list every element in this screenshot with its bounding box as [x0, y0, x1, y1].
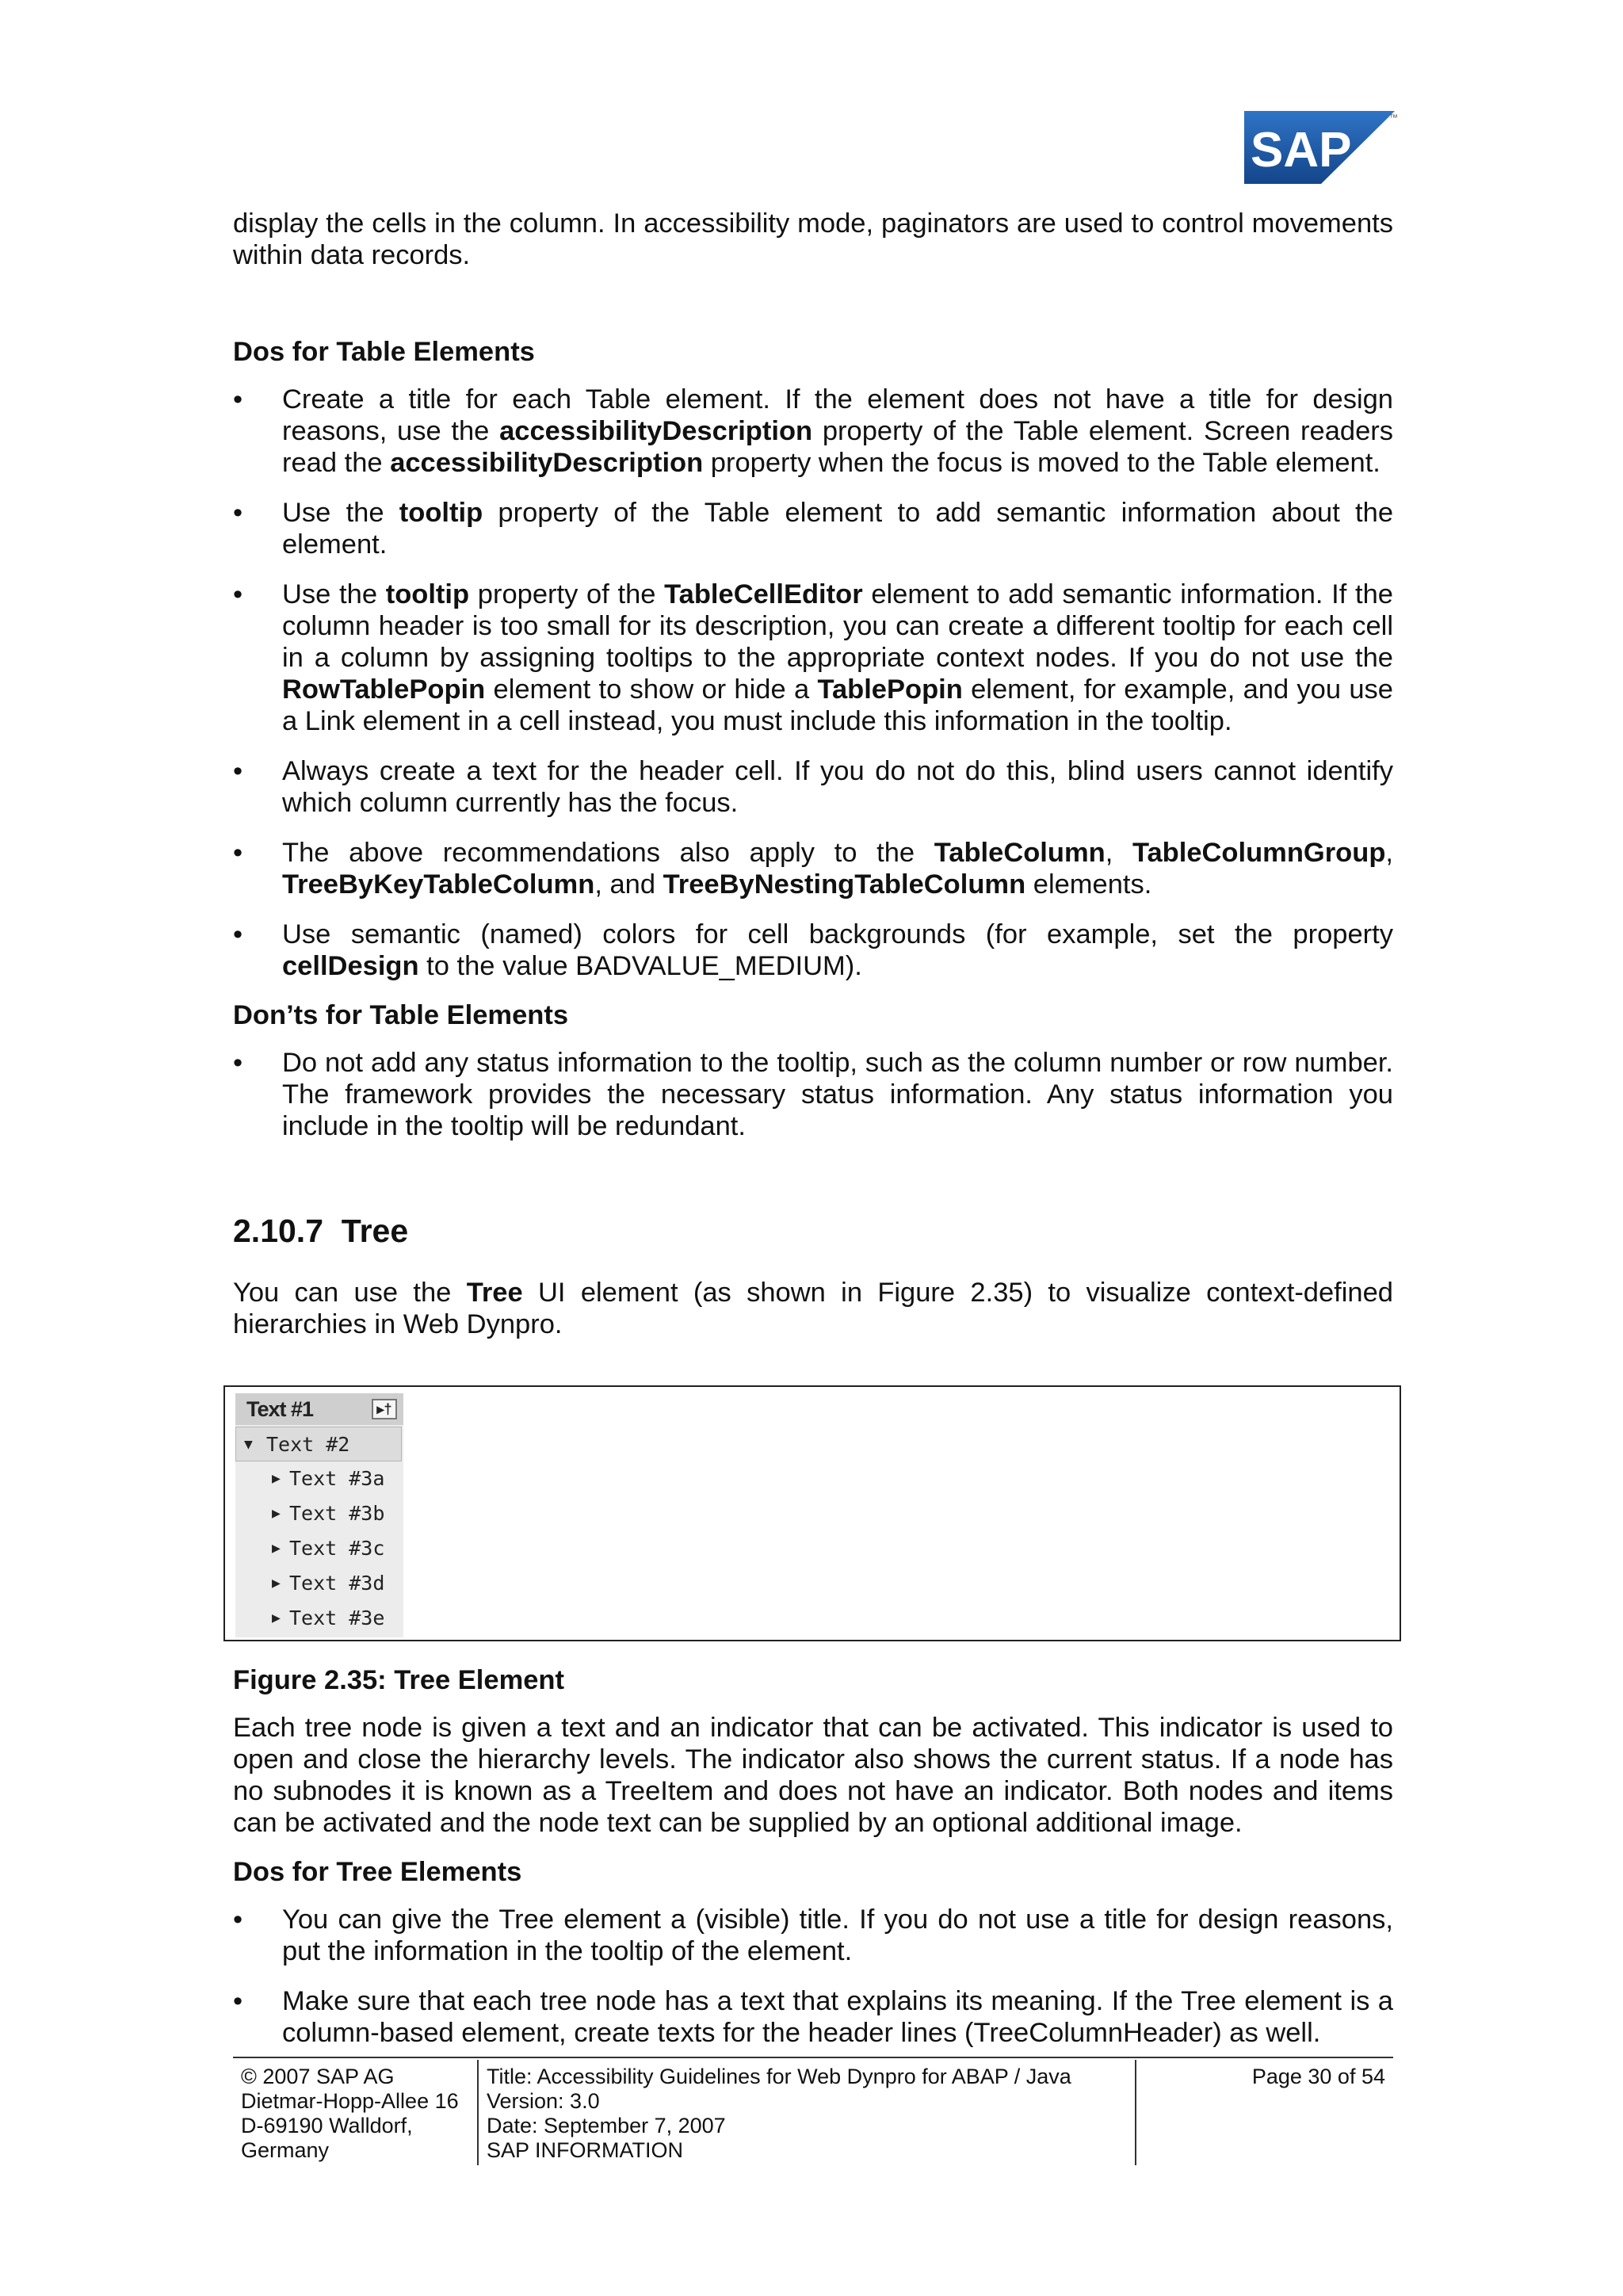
tree-description: Each tree node is given a text and an indicator that can be activated. This indicator is used to open and close the hierarchy levels. The indicator also shows the current status. If a node has no subnodes it is known as a TreeItem and does not have an indicator. Both nodes and items can be activated and the node text can be supplied by an optional additional image. — [233, 1713, 1393, 1838]
footer-document-info: Title: Accessibility Guidelines for Web Dynpro for ABAP / Java Version: 3.0 Date: September 7, 2007 SAP INFORMATION — [487, 2065, 1071, 2162]
tree-intro-paragraph: You can use the Tree UI element (as shown in Figure 2.35) to visualize context-defined hierarchies in Web Dynpro. — [233, 1278, 1393, 1339]
tree-item[interactable]: ▶ Text #3a — [235, 1461, 403, 1496]
pin-icon[interactable]: ▸† — [372, 1399, 397, 1419]
page-content — [233, 208, 1393, 1340]
tree-item[interactable]: ▶ Text #3e — [235, 1601, 403, 1636]
logo-tm: ™ — [1389, 113, 1398, 123]
donts-table-heading: Don’ts for Table Elements — [233, 1000, 569, 1030]
page-footer — [233, 2057, 1393, 2162]
donts-table-list — [233, 1047, 1393, 1142]
list-item: • Do not add any status information to the tooltip, such as the column number or row number. The framework provides the necessary status information. Any status information you include in the tooltip will be redundant. — [233, 1048, 1393, 1141]
tree-figure — [223, 1385, 1401, 1641]
tree-title-bar — [235, 1393, 403, 1425]
collapsed-triangle-icon[interactable]: ▶ — [272, 1505, 281, 1522]
expanded-triangle-icon[interactable]: ▼ — [244, 1436, 253, 1453]
list-item: • Always create a text for the header cell. If you do not do this, blind users cannot identify which column currently has the focus. — [233, 756, 1393, 818]
tree-item[interactable]: ▶ Text #3c — [235, 1531, 403, 1566]
list-item: • Make sure that each tree node has a text that explains its meaning. If the Tree element is a column-based element, create texts for the header lines (TreeColumnHeader) as well. — [233, 1986, 1393, 2048]
list-item: • Use the tooltip property of the TableCellEditor element to add semantic information. If the column header is too small for its description, you can create a different tooltip for each cell in a column by assigning tooltips to the appropriate context nodes. If you do not use the RowTablePopin element to show or hide a TablePopin element, for example, and you use a Link element in a cell instead, you must include this information in the tooltip. — [233, 579, 1393, 736]
collapsed-triangle-icon[interactable]: ▶ — [272, 1540, 281, 1557]
footer-company: © 2007 SAP AG Dietmar-Hopp-Allee 16 D-69190 Walldorf, Germany — [241, 2065, 459, 2162]
footer-divider — [1135, 2060, 1136, 2165]
list-item: • Create a title for each Table element. If the element does not have a title for design reasons, use the accessibilityDescription property of the Table element. Screen readers read the accessibilityDescription property when the focus is moved to the Table element. — [233, 384, 1393, 478]
dos-tree-list — [233, 1904, 1393, 2049]
logo-text: SAP — [1251, 123, 1352, 178]
list-item: • Use the tooltip property of the Table element to add semantic information about the element. — [233, 498, 1394, 560]
dos-table-heading: Dos for Table Elements — [233, 337, 535, 367]
footer-divider — [477, 2060, 479, 2165]
figure-caption: Figure 2.35: Tree Element — [233, 1665, 564, 1695]
sap-logo — [1244, 111, 1400, 184]
page-number: Page 30 of 54 — [1251, 2065, 1385, 2088]
intro-paragraph: display the cells in the column. In accessibility mode, paginators are used to control movements within data records. — [233, 208, 1393, 270]
tree-item[interactable]: ▶ Text #3b — [235, 1496, 403, 1531]
dos-tree-heading: Dos for Tree Elements — [233, 1857, 522, 1887]
collapsed-triangle-icon[interactable]: ▶ — [272, 1610, 281, 1626]
dos-table-list — [233, 384, 1393, 982]
tree-element — [235, 1393, 403, 1637]
lower-content — [233, 1664, 1393, 2049]
tree-title: Text #1 — [246, 1397, 314, 1421]
list-item: • The above recommendations also apply to the TableColumn, TableColumnGroup, TreeByKeyTableColumn, and TreeByNestingTableColumn elements. — [233, 838, 1393, 900]
tree-item[interactable]: ▶ Text #3d — [235, 1566, 403, 1601]
section-heading: 2.10.7 Tree — [233, 1213, 409, 1249]
list-item: • You can give the Tree element a (visible) title. If you do not use a title for design reasons, put the information in the tooltip of the element. — [233, 1904, 1393, 1966]
list-item: • Use semantic (named) colors for cell backgrounds (for example, set the property cellDesign to the value BADVALUE_MEDIUM). — [233, 919, 1393, 981]
collapsed-triangle-icon[interactable]: ▶ — [272, 1470, 281, 1487]
collapsed-triangle-icon[interactable]: ▶ — [272, 1575, 281, 1591]
tree-node[interactable]: ▼ Text #2 — [235, 1427, 402, 1461]
